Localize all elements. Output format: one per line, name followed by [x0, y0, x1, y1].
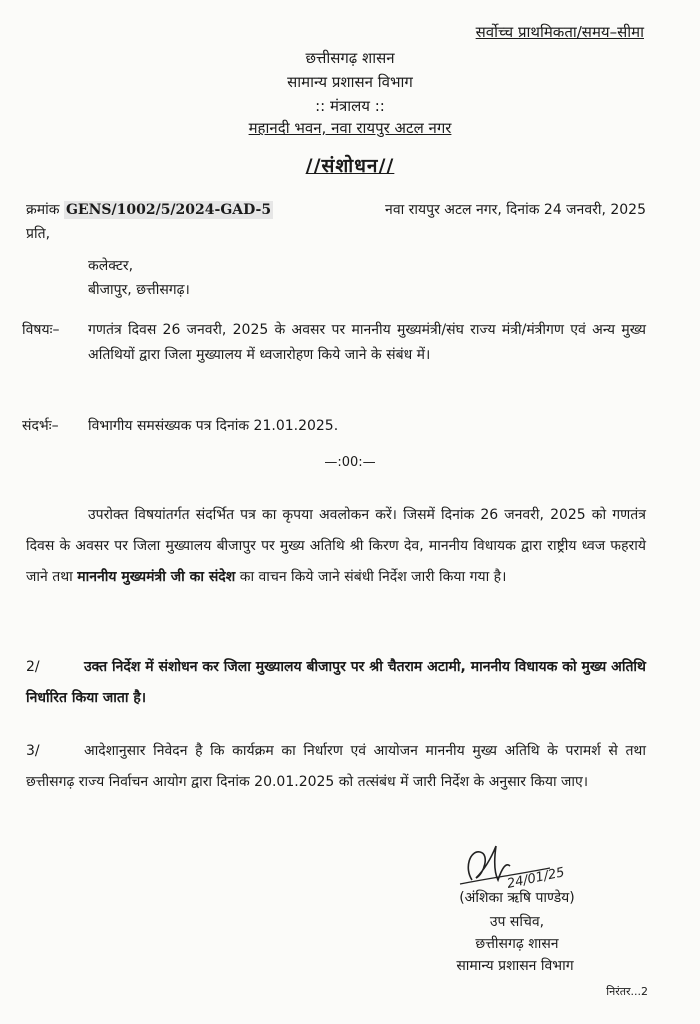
addressee-line-1: कलेक्टर, [88, 258, 134, 274]
subject-text: गणतंत्र दिवस 26 जनवरी, 2025 के अवसर पर माननीय मुख्यमंत्री/संघ राज्य मंत्री/मंत्रीगण एवं अन्य मुख्य अतिथियों द्वारा जिला मुख्यालय में ध्वजारोहण किये जाने के संबंध में। [88, 322, 646, 363]
reference-letter-label: संदर्भः– [22, 418, 59, 434]
place-date: नवा रायपुर अटल नगर, दिनांक 24 जनवरी, 2025 [385, 202, 646, 218]
paragraph-3-text: आदेशानुसार निवेदन है कि कार्यक्रम का निर्धारण एवं आयोजन माननीय मुख्य अतिथि के परामर्श से तथा छत्तीसगढ़ राज्य निर्वाचन आयोग द्वारा दिनांक 20.01.2025 को तत्संबंध में जारी निर्देश के अनुसार किया जाए। [26, 743, 646, 790]
government-name: छत्तीसगढ़ शासन [305, 49, 395, 67]
reference-label: क्रमांक [26, 202, 60, 218]
signatory-government: छत्तीसगढ़ शासन [475, 936, 559, 952]
reference-row [26, 200, 646, 219]
paragraph-1-bold: माननीय मुख्यमंत्री जी का संदेश [77, 569, 236, 585]
signatory-department: सामान्य प्रशासन विभाग [456, 958, 574, 974]
to-label: प्रति, [26, 226, 51, 242]
paragraph-1-text-b: का वाचन किये जाने संबंधी निर्देश जारी किया गया है। [235, 569, 507, 585]
continued-marker: निरंतर...2 [606, 985, 648, 998]
addressee-line-2: बीजापुर, छत्तीसगढ़। [88, 282, 190, 298]
ministry-label: :: मंत्रालय :: [315, 97, 385, 115]
priority-label: सर्वोच्च प्राथमिकता/समय–सीमा [475, 23, 644, 41]
paragraph-2-number: 2/ [26, 659, 40, 675]
subject-label: विषयः– [22, 322, 60, 338]
paragraph-1-text-a: उपरोक्त विषयांतर्गत संदर्भित पत्र का कृपया अवलोकन करें। जिसमें दिनांक 26 जनवरी, 2025 को गणतंत्र दिवस के अवसर पर जिला मुख्यालय बीजापुर पर मुख्य अतिथि श्री किरण देव, माननीय विधायक द्वारा राष्ट्रीय ध्वज फहराये जाने तथा [26, 507, 646, 585]
office-address: महानदी भवन, नवा रायपुर अटल नगर [248, 119, 452, 137]
department-name: सामान्य प्रशासन विभाग [287, 73, 413, 91]
reference-letter-text: विभागीय समसंख्यक पत्र दिनांक 21.01.2025. [88, 418, 339, 434]
reference-number: GENS/1002/5/2024-GAD-5 [65, 202, 272, 218]
paragraph-1 [26, 500, 646, 593]
paragraph-2-text: उक्त निर्देश में संशोधन कर जिला मुख्यालय बीजापुर पर श्री चैतराम अटामी, माननीय विधायक को मुख्य अतिथि निर्धारित किया जाता है। [26, 659, 646, 706]
separator: —:00:— [324, 455, 376, 470]
signatory-designation: उप सचिव, [489, 914, 545, 930]
paragraph-2 [26, 652, 646, 714]
paragraph-3-number: 3/ [26, 743, 40, 759]
paragraph-3 [26, 736, 646, 798]
signatory-name: (अंशिका ऋषि पाण्डेय) [459, 890, 575, 906]
amendment-title: //संशोधन// [305, 155, 395, 177]
signature-date: 24/01/25 [505, 865, 566, 892]
